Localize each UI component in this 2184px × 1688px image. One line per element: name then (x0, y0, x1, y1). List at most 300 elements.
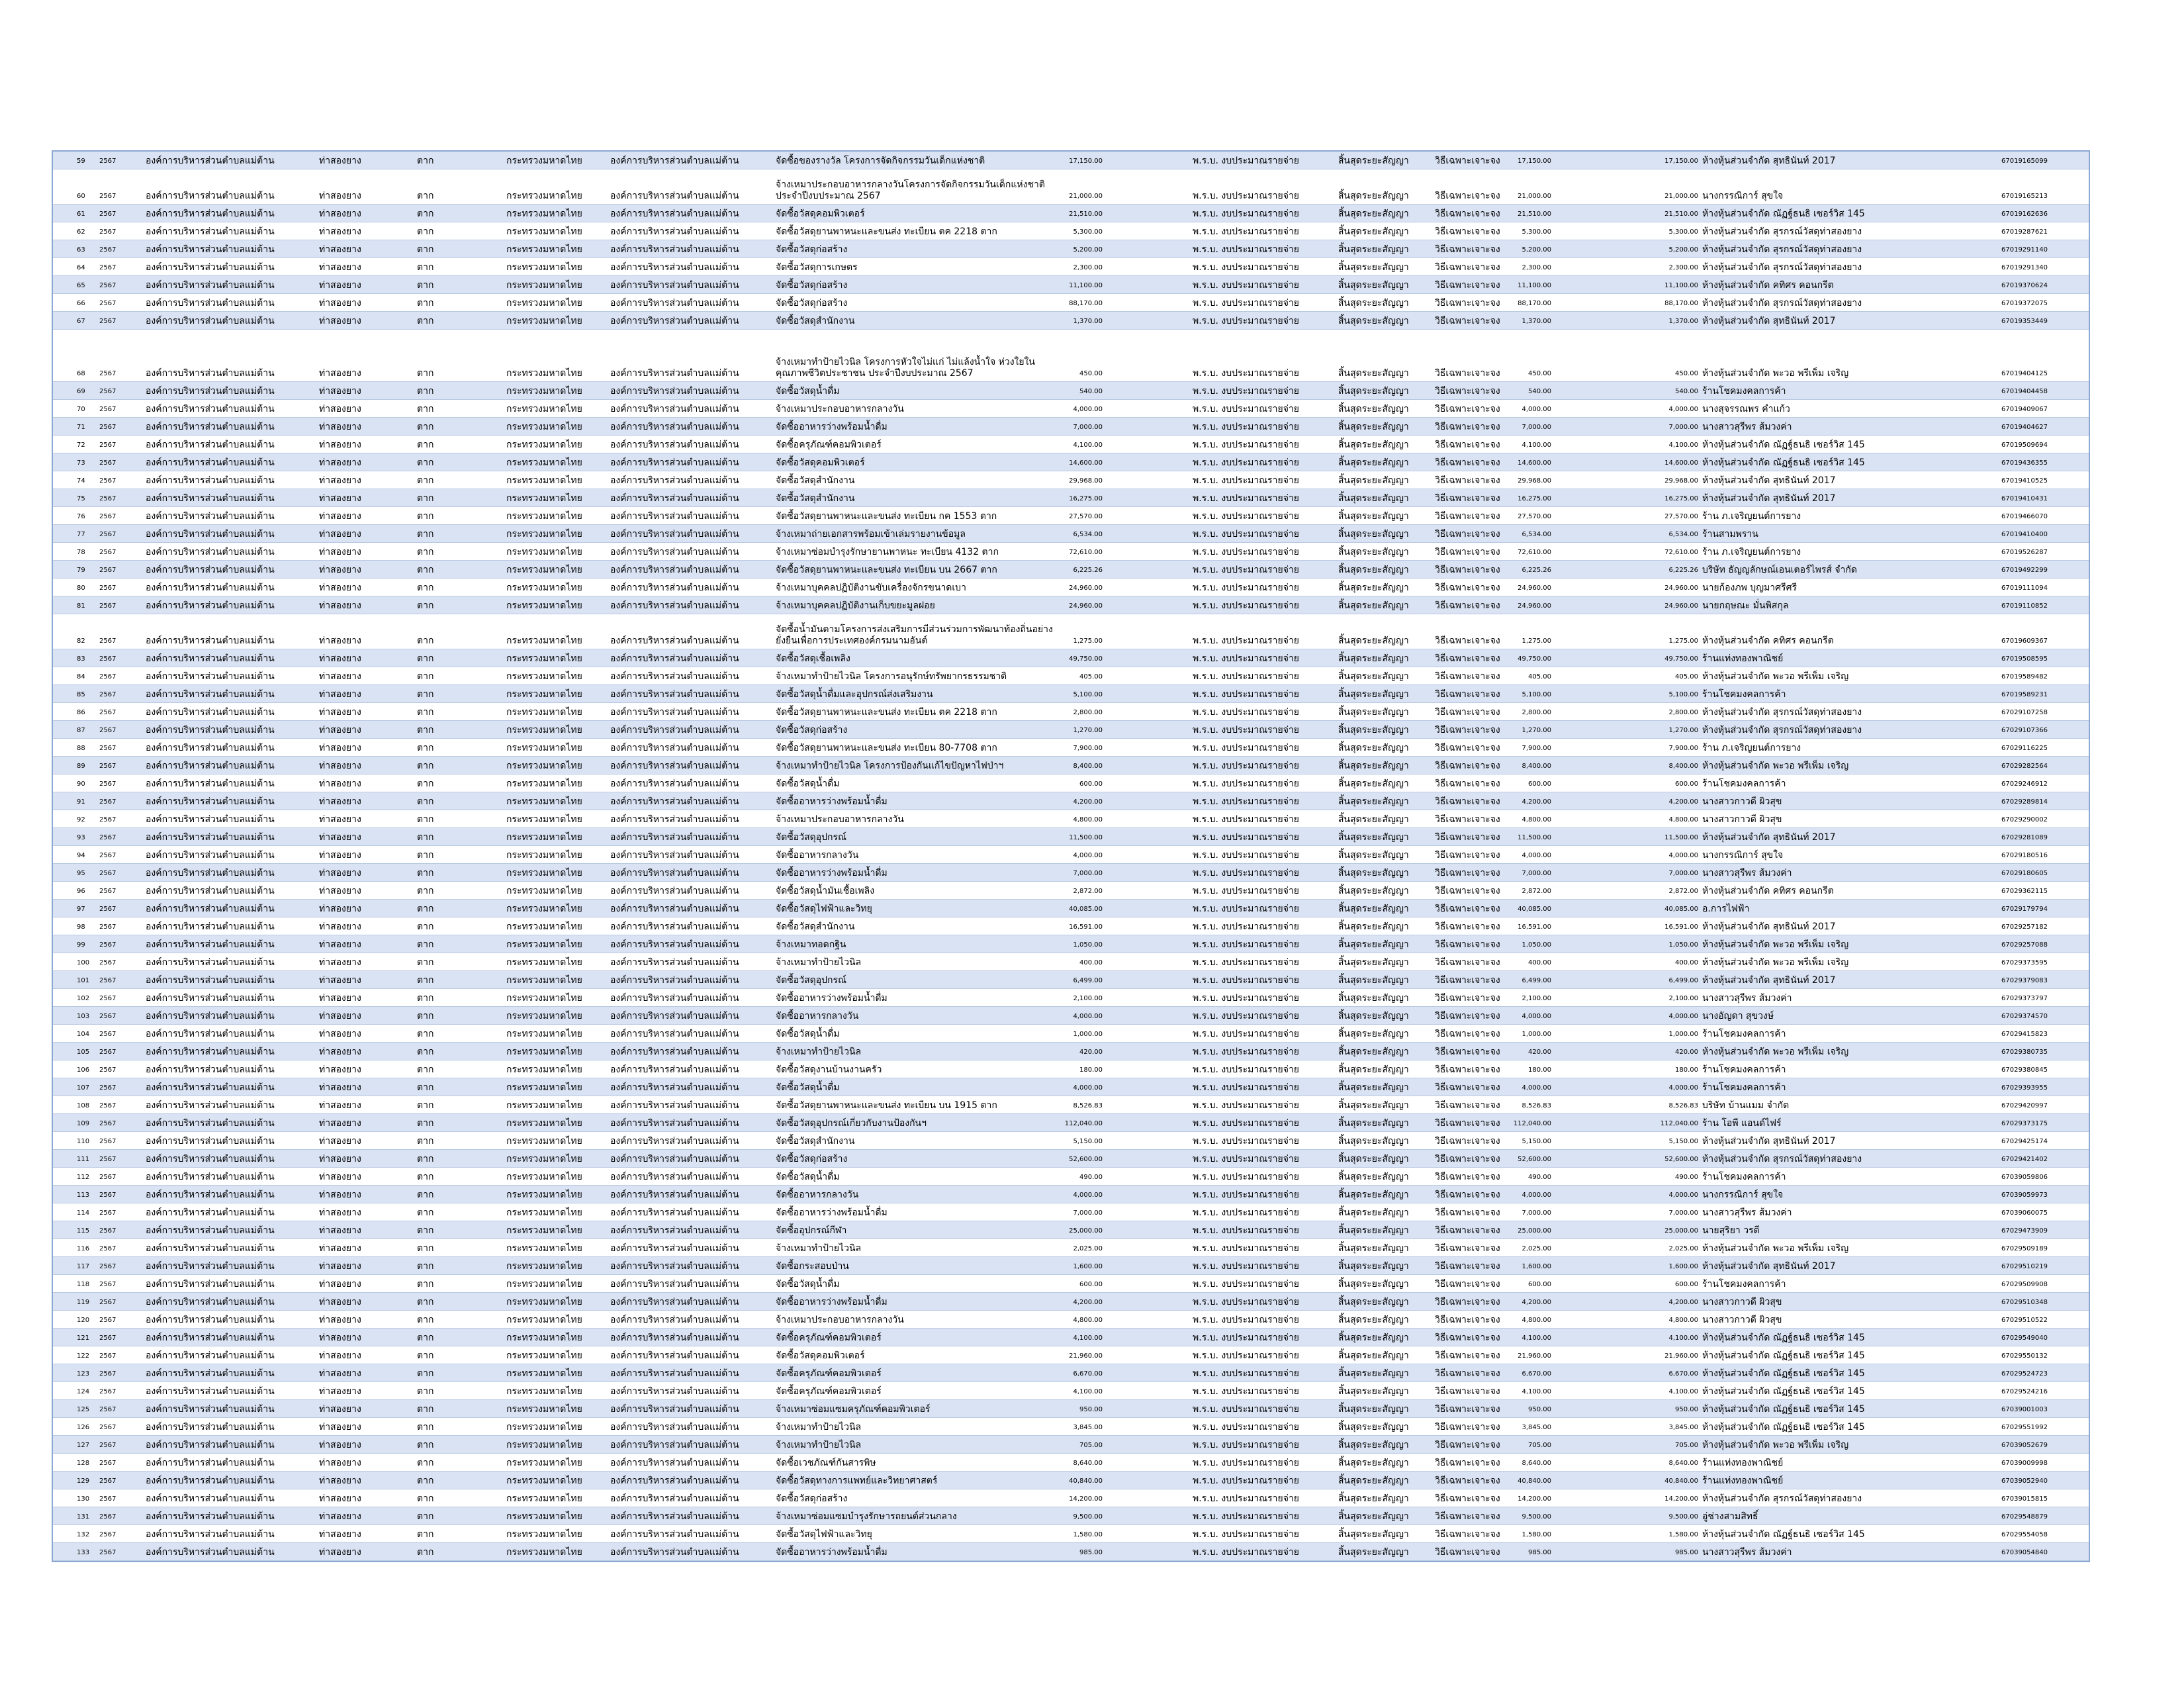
cell-source: พ.ร.บ. งบประมาณรายจ่าย (1193, 1315, 1300, 1325)
cell-project-no: 67029421402 (2001, 1156, 2048, 1163)
cell-no: 104 (77, 1031, 90, 1038)
cell-source: พ.ร.บ. งบประมาณรายจ่าย (1193, 1082, 1300, 1093)
cell-no: 98 (77, 923, 85, 931)
cell-org-type: องค์การบริหารส่วนตำบลแม่ต้าน (610, 226, 739, 237)
cell-project-no: 67019165213 (2001, 193, 2048, 200)
cell-median-price: 1,580.00 (1522, 1531, 1551, 1538)
cell-district: ท่าสองยาง (319, 1476, 361, 1486)
cell-agreed-price: 1,050.00 (1668, 941, 1698, 949)
table-row (53, 1364, 2089, 1382)
cell-org: องค์การบริหารส่วนตำบลแม่ต้าน (146, 1297, 275, 1307)
cell-status: สิ้นสุดระยะสัญญา (1338, 850, 1409, 861)
cell-item: จัดซื้อวัสดุน้ำดื่ม (776, 1172, 840, 1182)
table-row (53, 152, 2089, 169)
cell-year: 2567 (99, 798, 116, 806)
cell-status: สิ้นสุดระยะสัญญา (1338, 209, 1409, 219)
cell-org: องค์การบริหารส่วนตำบลแม่ต้าน (146, 1154, 275, 1164)
cell-year: 2567 (99, 727, 116, 734)
cell-vendor: ห้างหุ้นส่วนจำกัด สุทธินันท์ 2017 (1702, 921, 1836, 932)
cell-province: ตาก (417, 1422, 434, 1432)
cell-vendor: ห้างหุ้นส่วนจำกัด ณัฏฐ์ธนธิ เซอร์วิส 145 (1702, 1529, 1865, 1540)
cell-method: วิธีเฉพาะเจาะจง (1435, 689, 1500, 700)
cell-no: 84 (77, 673, 85, 680)
cell-no: 96 (77, 888, 85, 895)
cell-agreed-price: 40,085.00 (1664, 906, 1698, 913)
cell-item: จัดซื้อวัสดุน้ำมันเชื้อเพลิง (776, 886, 875, 896)
table-row (53, 774, 2089, 792)
cell-project-no: 67019162636 (2001, 211, 2048, 218)
cell-district: ท่าสองยาง (319, 653, 361, 664)
cell-median-price: 2,300.00 (1522, 264, 1551, 271)
cell-median-price: 1,270.00 (1522, 727, 1551, 734)
cell-median-price: 1,370.00 (1522, 318, 1551, 325)
cell-district: ท่าสองยาง (319, 832, 361, 843)
cell-source: พ.ร.บ. งบประมาณรายจ่าย (1193, 725, 1300, 735)
cell-vendor: ร้านแท่งทองพาณิชย์ (1702, 653, 1784, 664)
cell-item: จัดซื้อวัสดุก่อสร้าง (776, 280, 848, 291)
cell-method: วิธีเฉพาะเจาะจง (1435, 529, 1500, 539)
cell-project-no: 67029379083 (2001, 977, 2048, 984)
cell-org-type: องค์การบริหารส่วนตำบลแม่ต้าน (610, 743, 739, 753)
cell-status: สิ้นสุดระยะสัญญา (1338, 226, 1409, 237)
cell-source: พ.ร.บ. งบประมาณรายจ่าย (1193, 1136, 1300, 1147)
cell-province: ตาก (417, 565, 434, 575)
cell-method: วิธีเฉพาะเจาะจง (1435, 1315, 1500, 1325)
cell-vendor: ห้างหุ้นส่วนจำกัด พะวอ พรีเพ็ม เจริญ (1702, 939, 1849, 950)
cell-district: ท่าสองยาง (319, 671, 361, 682)
cell-agreed-price: 72,610.00 (1664, 549, 1698, 556)
cell-org: องค์การบริหารส่วนตำบลแม่ต้าน (146, 440, 275, 450)
cell-project-no: 67019404125 (2001, 370, 2048, 377)
cell-province: ตาก (417, 743, 434, 753)
cell-project-no: 67029362115 (2001, 888, 2048, 895)
cell-ministry: กระทรวงมหาดไทย (506, 1279, 582, 1289)
cell-status: สิ้นสุดระยะสัญญา (1338, 547, 1409, 557)
cell-district: ท่าสองยาง (319, 1082, 361, 1093)
cell-median-price: 1,600.00 (1522, 1263, 1551, 1270)
cell-ministry: กระทรวงมหาดไทย (506, 761, 582, 771)
cell-district: ท่าสองยาง (319, 368, 361, 379)
cell-median-price: 5,300.00 (1522, 228, 1551, 236)
cell-year: 2567 (99, 567, 116, 574)
table-row (53, 614, 2089, 649)
cell-method: วิธีเฉพาะเจาะจง (1435, 262, 1500, 273)
cell-org: องค์การบริหารส่วนตำบลแม่ต้าน (146, 1333, 275, 1343)
cell-item: จัดซื้อวัสดุอุปกรณ์เกี่ยวกับงานป้องกันฯ (776, 1118, 927, 1129)
cell-year: 2567 (99, 282, 116, 289)
cell-method: วิธีเฉพาะเจาะจง (1435, 886, 1500, 896)
cell-item: จัดซื้อวัสดุไฟฟ้าและวิทยุ (776, 1529, 872, 1540)
cell-ministry: กระทรวงมหาดไทย (506, 886, 582, 896)
cell-budget: 7,000.00 (1073, 870, 1103, 877)
cell-project-no: 67029549040 (2001, 1335, 2048, 1342)
cell-district: ท่าสองยาง (319, 298, 361, 308)
cell-source: พ.ร.บ. งบประมาณรายจ่าย (1193, 814, 1300, 825)
cell-district: ท่าสองยาง (319, 457, 361, 468)
cell-year: 2567 (99, 1031, 116, 1038)
cell-no: 103 (77, 1013, 90, 1020)
cell-project-no: 67019353449 (2001, 318, 2048, 325)
cell-method: วิธีเฉพาะเจาะจง (1435, 1422, 1500, 1432)
cell-vendor: ห้างหุ้นส่วนจำกัด ณัฏฐ์ธนธิ เซอร์วิส 145 (1702, 1350, 1865, 1361)
cell-ministry: กระทรวงมหาดไทย (506, 1440, 582, 1450)
cell-budget: 9,500.00 (1073, 1513, 1103, 1521)
cell-ministry: กระทรวงมหาดไทย (506, 796, 582, 807)
cell-median-price: 88,170.00 (1518, 300, 1551, 307)
cell-year: 2567 (99, 1245, 116, 1252)
cell-no: 83 (77, 655, 85, 663)
cell-budget: 5,150.00 (1073, 1138, 1103, 1145)
table-row (53, 810, 2089, 828)
cell-agreed-price: 4,800.00 (1668, 1317, 1698, 1324)
cell-project-no: 67029289814 (2001, 798, 2048, 806)
cell-org: องค์การบริหารส่วนตำบลแม่ต้าน (146, 404, 275, 414)
cell-district: ท่าสองยาง (319, 635, 361, 646)
cell-year: 2567 (99, 1102, 116, 1109)
cell-agreed-price: 2,300.00 (1668, 264, 1698, 271)
cell-status: สิ้นสุดระยะสัญญา (1338, 886, 1409, 896)
table-row (53, 330, 2089, 382)
cell-province: ตาก (417, 725, 434, 735)
cell-org: องค์การบริหารส่วนตำบลแม่ต้าน (146, 1350, 275, 1361)
cell-agreed-price: 1,275.00 (1668, 637, 1698, 645)
cell-district: ท่าสองยาง (319, 1243, 361, 1254)
table-row (53, 1382, 2089, 1400)
cell-province: ตาก (417, 244, 434, 255)
cell-budget: 14,200.00 (1069, 1495, 1103, 1503)
cell-status: สิ้นสุดระยะสัญญา (1338, 707, 1409, 718)
cell-project-no: 67029551992 (2001, 1424, 2048, 1431)
cell-item: จ้างเหมาทำป้ายไวนิล (776, 1047, 862, 1057)
cell-item: จัดซื้อวัสดุก่อสร้าง (776, 298, 848, 308)
cell-project-no: 67029373797 (2001, 995, 2048, 1002)
cell-agreed-price: 1,600.00 (1668, 1263, 1698, 1270)
cell-no: 94 (77, 852, 85, 859)
cell-province: ตาก (417, 475, 434, 486)
cell-org: องค์การบริหารส่วนตำบลแม่ต้าน (146, 493, 275, 504)
cell-source: พ.ร.บ. งบประมาณรายจ่าย (1193, 565, 1300, 575)
cell-vendor: ห้างหุ้นส่วนจำกัด สุทธินันท์ 2017 (1702, 975, 1836, 986)
cell-project-no: 67019110852 (2001, 602, 2048, 610)
cell-year: 2567 (99, 1531, 116, 1538)
cell-org: องค์การบริหารส่วนตำบลแม่ต้าน (146, 635, 275, 646)
cell-status: สิ้นสุดระยะสัญญา (1338, 1207, 1409, 1218)
cell-year: 2567 (99, 531, 116, 538)
cell-org: องค์การบริหารส่วนตำบลแม่ต้าน (146, 886, 275, 896)
cell-org-type: องค์การบริหารส่วนตำบลแม่ต้าน (610, 921, 739, 932)
cell-agreed-price: 4,200.00 (1668, 798, 1698, 806)
cell-org-type: องค์การบริหารส่วนตำบลแม่ต้าน (610, 457, 739, 468)
cell-budget: 16,591.00 (1069, 923, 1103, 931)
cell-project-no: 67019589231 (2001, 691, 2048, 698)
cell-year: 2567 (99, 1263, 116, 1270)
cell-item: จ้างเหมาซ่อมแซมครุภัณฑ์คอมพิวเตอร์ (776, 1404, 931, 1415)
cell-budget: 6,534.00 (1073, 531, 1103, 538)
cell-median-price: 4,800.00 (1522, 816, 1551, 823)
cell-year: 2567 (99, 1352, 116, 1360)
cell-no: 91 (77, 798, 85, 806)
cell-budget: 4,000.00 (1073, 406, 1103, 413)
cell-year: 2567 (99, 1495, 116, 1503)
cell-status: สิ้นสุดระยะสัญญา (1338, 1029, 1409, 1039)
table-row (53, 667, 2089, 685)
table-row (53, 240, 2089, 258)
cell-year: 2567 (99, 888, 116, 895)
cell-org-type: องค์การบริหารส่วนตำบลแม่ต้าน (610, 778, 739, 789)
cell-agreed-price: 2,100.00 (1668, 995, 1698, 1002)
cell-source: พ.ร.บ. งบประมาณรายจ่าย (1193, 1422, 1300, 1432)
cell-ministry: กระทรวงมหาดไทย (506, 1190, 582, 1200)
cell-ministry: กระทรวงมหาดไทย (506, 583, 582, 593)
cell-median-price: 112,040.00 (1513, 1120, 1551, 1127)
cell-agreed-price: 4,000.00 (1668, 1192, 1698, 1199)
cell-source: พ.ร.บ. งบประมาณรายจ่าย (1193, 1511, 1300, 1522)
cell-item: จัดซื้อวัสดุน้ำดื่ม (776, 386, 840, 397)
cell-district: ท่าสองยาง (319, 1368, 361, 1379)
cell-source: พ.ร.บ. งบประมาณรายจ่าย (1193, 1493, 1300, 1504)
cell-no: 128 (77, 1460, 90, 1467)
cell-agreed-price: 24,960.00 (1664, 602, 1698, 610)
cell-median-price: 21,510.00 (1518, 211, 1551, 218)
cell-budget: 14,600.00 (1069, 459, 1103, 467)
cell-method: วิธีเฉพาะเจาะจง (1435, 707, 1500, 718)
cell-no: 75 (77, 495, 85, 502)
cell-budget: 17,150.00 (1069, 158, 1103, 165)
cell-province: ตาก (417, 1386, 434, 1397)
cell-vendor: ห้างหุ้นส่วนจำกัด สุรกรณ์วัสดุท่าสองยาง (1702, 1154, 1862, 1164)
cell-org-type: องค์การบริหารส่วนตำบลแม่ต้าน (610, 565, 739, 575)
cell-agreed-price: 24,960.00 (1664, 585, 1698, 592)
cell-budget: 3,845.00 (1073, 1424, 1103, 1431)
cell-ministry: กระทรวงมหาดไทย (506, 1386, 582, 1397)
cell-project-no: 67029510348 (2001, 1299, 2048, 1306)
cell-source: พ.ร.บ. งบประมาณรายจ่าย (1193, 778, 1300, 789)
cell-org: องค์การบริหารส่วนตำบลแม่ต้าน (146, 993, 275, 1004)
cell-org-type: องค์การบริหารส่วนตำบลแม่ต้าน (610, 1458, 739, 1468)
cell-budget: 600.00 (1079, 1281, 1103, 1288)
table-row (53, 312, 2089, 330)
cell-province: ตาก (417, 1172, 434, 1182)
cell-status: สิ้นสุดระยะสัญญา (1338, 529, 1409, 539)
cell-province: ตาก (417, 386, 434, 397)
cell-agreed-price: 14,200.00 (1664, 1495, 1698, 1503)
cell-status: สิ้นสุดระยะสัญญา (1338, 761, 1409, 771)
cell-province: ตาก (417, 1261, 434, 1272)
cell-vendor: ห้างหุ้นส่วนจำกัด ณัฏฐ์ธนธิ เซอร์วิส 145 (1702, 440, 1865, 450)
cell-no: 64 (77, 264, 85, 271)
cell-status: สิ้นสุดระยะสัญญา (1338, 1297, 1409, 1307)
cell-org: องค์การบริหารส่วนตำบลแม่ต้าน (146, 1243, 275, 1254)
cell-province: ตาก (417, 422, 434, 432)
cell-vendor: นายกฤษณะ มั่นพิสกุล (1702, 600, 1789, 611)
cell-source: พ.ร.บ. งบประมาณรายจ่าย (1193, 939, 1300, 950)
cell-no: 60 (77, 193, 85, 200)
cell-org-type: องค์การบริหารส่วนตำบลแม่ต้าน (610, 422, 739, 432)
cell-source: พ.ร.บ. งบประมาณรายจ่าย (1193, 850, 1300, 861)
cell-district: ท่าสองยาง (319, 262, 361, 273)
table-row (53, 953, 2089, 971)
cell-ministry: กระทรวงมหาดไทย (506, 635, 582, 646)
cell-method: วิธีเฉพาะเจาะจง (1435, 1350, 1500, 1361)
cell-no: 71 (77, 424, 85, 431)
cell-year: 2567 (99, 318, 116, 325)
cell-item: จัดซื้อวัสดุไฟฟ้าและวิทยุ (776, 904, 872, 914)
cell-item: จัดซื้อวัสดุยานพาหนะและขนส่ง ทะเบียน 80-7708 ตาก (776, 743, 997, 753)
cell-org-type: องค์การบริหารส่วนตำบลแม่ต้าน (610, 1350, 739, 1361)
cell-status: สิ้นสุดระยะสัญญา (1338, 1315, 1409, 1325)
cell-district: ท่าสองยาง (319, 689, 361, 700)
cell-status: สิ้นสุดระยะสัญญา (1338, 565, 1409, 575)
cell-method: วิธีเฉพาะเจาะจง (1435, 368, 1500, 379)
cell-item: จัดซื้อครุภัณฑ์คอมพิวเตอร์ (776, 440, 882, 450)
table-row (53, 507, 2089, 525)
cell-year: 2567 (99, 923, 116, 931)
table-row (53, 792, 2089, 810)
table-row (53, 971, 2089, 989)
cell-ministry: กระทรวงมหาดไทย (506, 707, 582, 718)
cell-org: องค์การบริหารส่วนตำบลแม่ต้าน (146, 298, 275, 308)
cell-vendor: ร้านโชคมงคลการค้า (1702, 386, 1786, 397)
cell-org: องค์การบริหารส่วนตำบลแม่ต้าน (146, 1261, 275, 1272)
cell-ministry: กระทรวงมหาดไทย (506, 191, 582, 201)
cell-ministry: กระทรวงมหาดไทย (506, 1047, 582, 1057)
cell-year: 2567 (99, 709, 116, 716)
cell-org-type: องค์การบริหารส่วนตำบลแม่ต้าน (610, 904, 739, 914)
cell-agreed-price: 27,570.00 (1664, 513, 1698, 520)
cell-method: วิธีเฉพาะเจาะจง (1435, 1529, 1500, 1540)
cell-org: องค์การบริหารส่วนตำบลแม่ต้าน (146, 529, 275, 539)
cell-province: ตาก (417, 832, 434, 843)
cell-median-price: 4,000.00 (1522, 852, 1551, 859)
cell-district: ท่าสองยาง (319, 957, 361, 968)
cell-vendor: ห้างหุ้นส่วนจำกัด สุรกรณ์วัสดุท่าสองยาง (1702, 1493, 1862, 1504)
cell-org-type: องค์การบริหารส่วนตำบลแม่ต้าน (610, 156, 739, 166)
cell-vendor: ห้างหุ้นส่วนจำกัด สุรกรณ์วัสดุท่าสองยาง (1702, 226, 1862, 237)
cell-year: 2567 (99, 1424, 116, 1431)
cell-province: ตาก (417, 457, 434, 468)
cell-vendor: ร้านโชคมงคลการค้า (1702, 778, 1786, 789)
cell-district: ท่าสองยาง (319, 493, 361, 504)
cell-no: 110 (77, 1138, 90, 1145)
cell-agreed-price: 3,845.00 (1668, 1424, 1698, 1431)
cell-item: จัดซื้อวัสดุคอมพิวเตอร์ (776, 457, 865, 468)
cell-no: 72 (77, 442, 85, 449)
cell-status: สิ้นสุดระยะสัญญา (1338, 1511, 1409, 1522)
cell-district: ท่าสองยาง (319, 440, 361, 450)
table-row (53, 418, 2089, 436)
cell-org-type: องค์การบริหารส่วนตำบลแม่ต้าน (610, 832, 739, 843)
cell-vendor: นางสาวกาวดี ผิวสุข (1702, 1315, 1782, 1325)
cell-org: องค์การบริหารส่วนตำบลแม่ต้าน (146, 209, 275, 219)
cell-project-no: 67029393955 (2001, 1084, 2048, 1092)
cell-org-type: องค์การบริหารส่วนตำบลแม่ต้าน (610, 1297, 739, 1307)
cell-item: จัดซื้อวัสดุยานพาหนะและขนส่ง ทะเบียน บน 2667 ตาก (776, 565, 997, 575)
cell-org: องค์การบริหารส่วนตำบลแม่ต้าน (146, 1190, 275, 1200)
cell-org-type: องค์การบริหารส่วนตำบลแม่ต้าน (610, 1404, 739, 1415)
cell-method: วิธีเฉพาะเจาะจง (1435, 583, 1500, 593)
cell-status: สิ้นสุดระยะสัญญา (1338, 743, 1409, 753)
cell-method: วิธีเฉพาะเจาะจง (1435, 475, 1500, 486)
cell-median-price: 21,000.00 (1518, 193, 1551, 200)
cell-province: ตาก (417, 191, 434, 201)
cell-org-type: องค์การบริหารส่วนตำบลแม่ต้าน (610, 386, 739, 397)
cell-item: จัดซื้อวัสดุยานพาหนะและขนส่ง ทะเบียน ตค 2218 ตาก (776, 226, 997, 237)
cell-project-no: 67029550132 (2001, 1352, 2048, 1360)
cell-project-no: 67019404627 (2001, 424, 2048, 431)
cell-org: องค์การบริหารส่วนตำบลแม่ต้าน (146, 1082, 275, 1093)
cell-province: ตาก (417, 868, 434, 878)
cell-vendor: นางกรรณิการ์ สุขใจ (1702, 1190, 1784, 1200)
cell-org-type: องค์การบริหารส่วนตำบลแม่ต้าน (610, 1476, 739, 1486)
cell-method: วิธีเฉพาะเจาะจง (1435, 1172, 1500, 1182)
cell-budget: 1,600.00 (1073, 1263, 1103, 1270)
cell-org: องค์การบริหารส่วนตำบลแม่ต้าน (146, 689, 275, 700)
cell-method: วิธีเฉพาะเจาะจง (1435, 725, 1500, 735)
cell-status: สิ้นสุดระยะสัญญา (1338, 600, 1409, 611)
cell-vendor: นางสุจรรณพร คำแก้ว (1702, 404, 1790, 414)
cell-vendor: ห้างหุ้นส่วนจำกัด พะวอ พรีเพ็ม เจริญ (1702, 1047, 1849, 1057)
table-row (53, 846, 2089, 864)
cell-org: องค์การบริหารส่วนตำบลแม่ต้าน (146, 1422, 275, 1432)
cell-method: วิธีเฉพาะเจาะจง (1435, 244, 1500, 255)
cell-no: 105 (77, 1049, 90, 1056)
cell-agreed-price: 7,900.00 (1668, 745, 1698, 752)
cell-item: จัดซื้อวัสดุยานพาหนะและขนส่ง ทะเบียน กค 1553 ตาก (776, 511, 997, 522)
cell-item: จัดซื้อวัสดุงานบ้านงานครัว (776, 1064, 882, 1075)
cell-method: วิธีเฉพาะเจาะจง (1435, 850, 1500, 861)
table-row (53, 900, 2089, 917)
cell-status: สิ้นสุดระยะสัญญา (1338, 1118, 1409, 1129)
cell-ministry: กระทรวงมหาดไทย (506, 689, 582, 700)
cell-org: องค์การบริหารส่วนตำบลแม่ต้าน (146, 796, 275, 807)
cell-item: จัดซื้อครุภัณฑ์คอมพิวเตอร์ (776, 1368, 882, 1379)
cell-source: พ.ร.บ. งบประมาณรายจ่าย (1193, 993, 1300, 1004)
cell-province: ตาก (417, 1493, 434, 1504)
cell-org: องค์การบริหารส่วนตำบลแม่ต้าน (146, 868, 275, 878)
cell-no: 59 (77, 158, 85, 165)
cell-method: วิธีเฉพาะเจาะจง (1435, 778, 1500, 789)
cell-org: องค์การบริหารส่วนตำบลแม่ต้าน (146, 1386, 275, 1397)
cell-item: จัดซื้อวัสดุก่อสร้าง (776, 1493, 848, 1504)
cell-source: พ.ร.บ. งบประมาณรายจ่าย (1193, 1011, 1300, 1021)
cell-status: สิ้นสุดระยะสัญญา (1338, 1279, 1409, 1289)
cell-method: วิธีเฉพาะเจาะจง (1435, 1511, 1500, 1522)
cell-year: 2567 (99, 995, 116, 1002)
table-row (53, 169, 2089, 205)
cell-project-no: 67029246912 (2001, 780, 2048, 788)
cell-method: วิธีเฉพาะเจาะจง (1435, 671, 1500, 682)
cell-agreed-price: 4,800.00 (1668, 816, 1698, 823)
cell-method: วิธีเฉพาะเจาะจง (1435, 191, 1500, 201)
cell-median-price: 14,200.00 (1518, 1495, 1551, 1503)
cell-no: 111 (77, 1156, 90, 1163)
cell-budget: 1,000.00 (1073, 1031, 1103, 1038)
cell-vendor: ห้างหุ้นส่วนจำกัด ณัฏฐ์ธนธิ เซอร์วิส 145 (1702, 1404, 1865, 1415)
cell-method: วิธีเฉพาะเจาะจง (1435, 565, 1500, 575)
cell-org-type: องค์การบริหารส่วนตำบลแม่ต้าน (610, 511, 739, 522)
cell-project-no: 67029107258 (2001, 709, 2048, 716)
table-row (53, 1507, 2089, 1525)
cell-item: จ้างเหมาทำป้ายไวนิล (776, 1243, 862, 1254)
cell-item: จัดซื้อวัสดุน้ำดื่ม (776, 778, 840, 789)
cell-ministry: กระทรวงมหาดไทย (506, 725, 582, 735)
cell-org-type: องค์การบริหารส่วนตำบลแม่ต้าน (610, 1154, 739, 1164)
cell-ministry: กระทรวงมหาดไทย (506, 316, 582, 326)
table-row (53, 276, 2089, 294)
cell-vendor: ห้างหุ้นส่วนจำกัด คทิศร คอนกรีต (1702, 886, 1834, 896)
cell-district: ท่าสองยาง (319, 511, 361, 522)
cell-province: ตาก (417, 850, 434, 861)
